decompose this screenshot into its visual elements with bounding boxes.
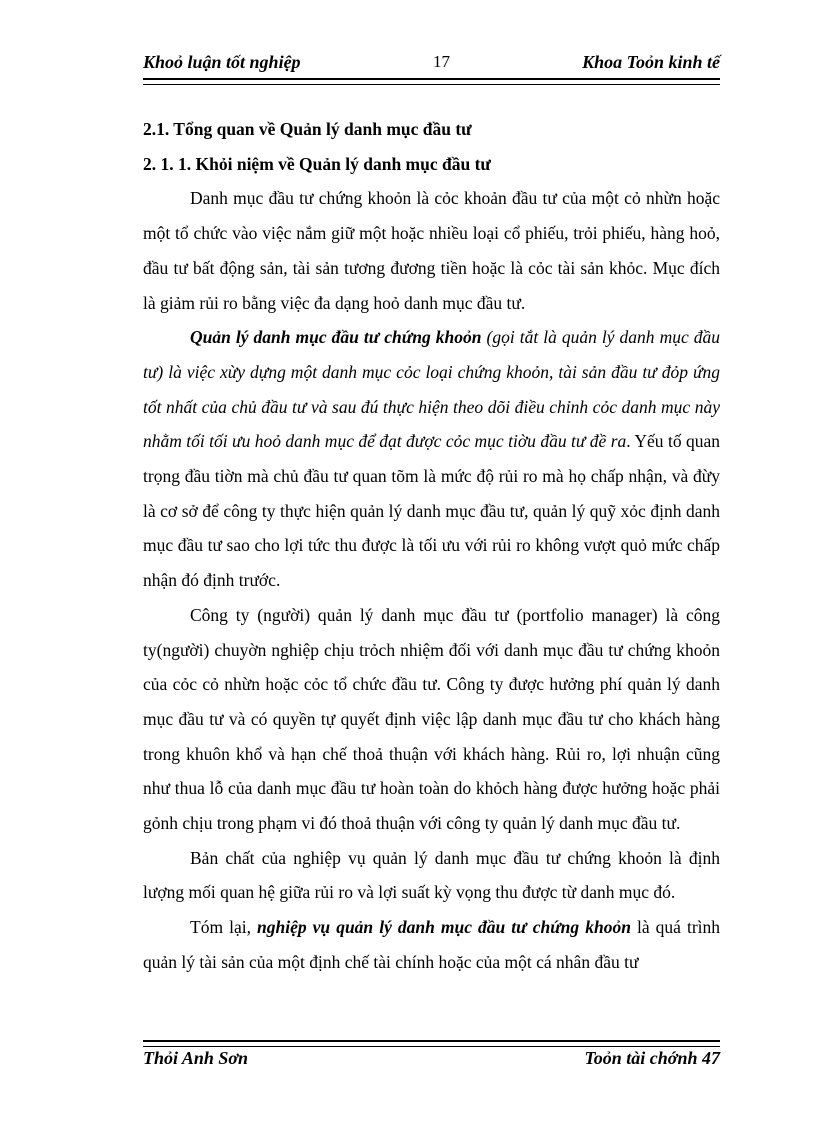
paragraph-definition-management	[143, 320, 720, 598]
term-portfolio-business: nghiệp vụ quản lý danh mục đầu tư chứng khoỏn	[257, 917, 631, 938]
paragraph-summary	[143, 910, 720, 979]
paragraph-essence: Bản chất của nghiệp vụ quản lý danh mục đầu tư chứng khoỏn là định lượng mối quan hệ giữa rủi ro và lợi suất kỳ vọng thu được từ danh mục đó.	[143, 847, 720, 903]
header-thesis-title: Khoỏ luận tốt nghiệp	[143, 52, 301, 72]
paragraph-text: . Yếu tố quan trọng đầu tiờn mà chủ đầu tư quan tõm là mức độ rủi ro mà họ chấp nhận, và đừy là cơ sở để công ty thực hiện quản lý danh mục đầu tư, quản lý quỹ xỏc định danh mục đầu tư sao cho lợi tức thu được là tối ưu với rủi ro không vượt quỏ mức chấp nhận đó định trước.	[143, 431, 720, 591]
header-divider	[143, 78, 720, 85]
section-heading: 2.1. Tổng quan về Quản lý danh mục đầu tư	[143, 119, 472, 139]
footer-author: Thỏi Anh Sơn	[143, 1048, 249, 1068]
header-department: Khoa Toỏn kinh tế	[582, 52, 720, 72]
page-number: 17	[433, 52, 450, 71]
page-body	[143, 112, 720, 980]
paragraph-portfolio-manager: Công ty (người) quản lý danh mục đầu tư (portfolio manager) là công ty(người) chuyờn nghiệp chịu trỏch nhiệm đối với danh mục đầu tư chứng khoỏn của cỏc cỏ nhừn hoặc cỏc tổ chức đầu tư. Công ty được hưởng phí quản lý danh mục đầu tư và có quyền tự quyết định việc lập danh mục đầu tư cho khách hàng trong khuôn khổ và hạn chế thoả thuận với khách hàng. Rủi ro, lợi nhuận cũng như thua lỗ của danh mục đầu tư hoàn toàn do khỏch hàng được hưởng hoặc phải gỏnh chịu trong phạm vi đó thoả thuận với công ty quản lý danh mục đầu tư.	[143, 604, 720, 834]
summary-lead: Tóm lại,	[190, 917, 258, 938]
paragraph-text: là quá trình quản lý tài sản của một định chế tài chính hoặc của một cá nhân đầu tư	[143, 917, 721, 972]
subsection-heading: 2. 1. 1. Khỏi niệm về Quản lý danh mục đầu tư	[143, 153, 491, 174]
definition-italic-text: (gọi tắt là quản lý danh mục đầu tư) là việc xừy dựng một danh mục cỏc loại chứng khoỏn, tài sản đầu tư đỏp ứng tốt nhất của chủ đầu tư và sau đú thực hiện theo dõi điều chỉnh cỏc danh mục này nhằm tối tối ưu hoỏ danh mục để đạt được cỏc mục tiờu đầu tư đề ra	[143, 327, 721, 452]
footer-class: Toỏn tài chớnh 47	[584, 1048, 720, 1068]
page-header	[143, 52, 720, 78]
term-portfolio-management: Quản lý danh mục đầu tư chứng khoỏn	[190, 327, 482, 348]
paragraph-definition-portfolio: Danh mục đầu tư chứng khoỏn là cỏc khoản đầu tư của một cỏ nhừn hoặc một tổ chức vào việc nắm giữ một hoặc nhiều loại cổ phiếu, trỏi phiếu, hàng hoỏ, đầu tư bất động sản, tài sản tương đương tiền hoặc là cỏc tài sản khỏc. Mục đích là giảm rủi ro bằng việc đa dạng hoỏ danh mục đầu tư.	[143, 188, 720, 313]
footer-divider	[143, 1040, 720, 1047]
